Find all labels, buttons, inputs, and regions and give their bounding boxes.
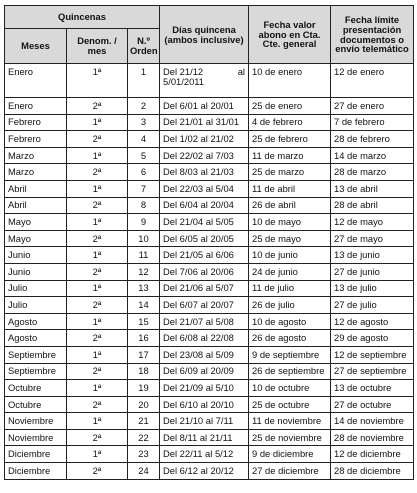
cell-mes: Mayo bbox=[5, 230, 67, 247]
header-denom: Denom. / mes bbox=[67, 29, 128, 64]
cell-mes: Febrero bbox=[5, 131, 67, 148]
cell-denom: 2ª bbox=[67, 197, 128, 214]
cell-denom: 1ª bbox=[67, 380, 128, 397]
cell-mes: Junio bbox=[5, 247, 67, 264]
cell-fecha-valor: 25 de mayo bbox=[249, 230, 331, 247]
cell-fecha-limite: 12 de septiembre bbox=[331, 346, 414, 363]
cell-mes: Marzo bbox=[5, 147, 67, 164]
cell-denom: 1ª bbox=[67, 446, 128, 463]
cell-denom: 2ª bbox=[67, 463, 128, 480]
table-row bbox=[5, 413, 414, 430]
table-row bbox=[5, 164, 414, 181]
cell-dias: Del 21/05 al 6/06 bbox=[160, 247, 249, 264]
cell-fecha-limite: 28 de abril bbox=[331, 197, 414, 214]
cell-denom: 1ª bbox=[67, 313, 128, 330]
cell-fecha-limite: 28 de marzo bbox=[331, 164, 414, 181]
cell-orden: 18 bbox=[128, 363, 160, 380]
cell-dias: Del 21/10 al 7/11 bbox=[160, 413, 249, 430]
cell-fecha-valor: 11 de marzo bbox=[249, 147, 331, 164]
header-fecha-valor: Fecha valor abono en Cta. Cte. general bbox=[249, 6, 331, 64]
cell-fecha-limite: 13 de abril bbox=[331, 180, 414, 197]
cell-mes: Enero bbox=[5, 64, 67, 98]
cell-denom: 2ª bbox=[67, 98, 128, 115]
table-row bbox=[5, 180, 414, 197]
cell-denom: 2ª bbox=[67, 263, 128, 280]
cell-fecha-valor: 10 de junio bbox=[249, 247, 331, 264]
cell-denom: 2ª bbox=[67, 396, 128, 413]
table-row bbox=[5, 263, 414, 280]
cell-fecha-limite: 12 de agosto bbox=[331, 313, 414, 330]
cell-fecha-limite: 27 de enero bbox=[331, 98, 414, 115]
cell-dias: Del 22/02 al 7/03 bbox=[160, 147, 249, 164]
cell-fecha-limite: 28 de febrero bbox=[331, 131, 414, 148]
table-row bbox=[5, 313, 414, 330]
cell-fecha-limite: 29 de agosto bbox=[331, 330, 414, 347]
cell-fecha-limite: 12 de enero bbox=[331, 64, 414, 98]
cell-fecha-limite: 12 de mayo bbox=[331, 214, 414, 231]
cell-dias: Del 6/08 al 22/08 bbox=[160, 330, 249, 347]
cell-dias: Del 6/04 al 20/04 bbox=[160, 197, 249, 214]
cell-mes: Agosto bbox=[5, 313, 67, 330]
cell-mes: Noviembre bbox=[5, 413, 67, 430]
cell-fecha-limite: 27 de mayo bbox=[331, 230, 414, 247]
cell-orden: 15 bbox=[128, 313, 160, 330]
cell-orden: 4 bbox=[128, 131, 160, 148]
cell-fecha-limite: 14 de marzo bbox=[331, 147, 414, 164]
table-row bbox=[5, 330, 414, 347]
cell-dias: Del 22/11 al 5/12 bbox=[160, 446, 249, 463]
cell-fecha-limite: 27 de octubre bbox=[331, 396, 414, 413]
cell-mes: Junio bbox=[5, 263, 67, 280]
cell-orden: 6 bbox=[128, 164, 160, 181]
cell-fecha-valor: 9 de septiembre bbox=[249, 346, 331, 363]
cell-fecha-limite: 27 de septiembre bbox=[331, 363, 414, 380]
cell-orden: 21 bbox=[128, 413, 160, 430]
cell-mes: Septiembre bbox=[5, 346, 67, 363]
cell-orden: 8 bbox=[128, 197, 160, 214]
cell-orden: 17 bbox=[128, 346, 160, 363]
cell-dias: Del 6/09 al 20/09 bbox=[160, 363, 249, 380]
cell-denom: 1ª bbox=[67, 214, 128, 231]
cell-denom: 2ª bbox=[67, 297, 128, 314]
cell-orden: 13 bbox=[128, 280, 160, 297]
cell-dias: Del 6/12 al 20/12 bbox=[160, 463, 249, 480]
table-row bbox=[5, 446, 414, 463]
cell-dias: Del 21/01 al 31/01 bbox=[160, 114, 249, 131]
cell-denom: 1ª bbox=[67, 247, 128, 264]
cell-mes: Diciembre bbox=[5, 463, 67, 480]
cell-orden: 19 bbox=[128, 380, 160, 397]
cell-mes: Marzo bbox=[5, 164, 67, 181]
cell-denom: 1ª bbox=[67, 346, 128, 363]
cell-fecha-valor: 25 de marzo bbox=[249, 164, 331, 181]
cell-orden: 10 bbox=[128, 230, 160, 247]
table-row bbox=[5, 147, 414, 164]
table-row bbox=[5, 346, 414, 363]
cell-fecha-valor: 9 de diciembre bbox=[249, 446, 331, 463]
dias-al: al bbox=[237, 66, 246, 77]
cell-dias: Del 7/06 al 20/06 bbox=[160, 263, 249, 280]
table-row bbox=[5, 214, 414, 231]
cell-denom: 1ª bbox=[67, 280, 128, 297]
cell-mes: Mayo bbox=[5, 214, 67, 231]
cell-orden: 23 bbox=[128, 446, 160, 463]
table-row bbox=[5, 380, 414, 397]
table-row bbox=[5, 297, 414, 314]
cell-fecha-valor: 24 de junio bbox=[249, 263, 331, 280]
cell-orden: 7 bbox=[128, 180, 160, 197]
table-row bbox=[5, 463, 414, 480]
cell-fecha-valor: 26 de julio bbox=[249, 297, 331, 314]
cell-fecha-valor: 25 de octubre bbox=[249, 396, 331, 413]
header-fecha-limite: Fecha límite presentación documentos o envío telemático bbox=[331, 6, 414, 64]
header-orden: N.º Orden bbox=[128, 29, 160, 64]
cell-fecha-limite: 28 de noviembre bbox=[331, 429, 414, 446]
cell-fecha-valor: 10 de mayo bbox=[249, 214, 331, 231]
cell-dias: Del 21/04 al 5/05 bbox=[160, 214, 249, 231]
cell-dias: Del 23/08 al 5/09 bbox=[160, 346, 249, 363]
cell-fecha-limite: 28 de diciembre bbox=[331, 463, 414, 480]
cell-denom: 1ª bbox=[67, 147, 128, 164]
cell-denom: 1ª bbox=[67, 114, 128, 131]
cell-orden: 24 bbox=[128, 463, 160, 480]
cell-fecha-valor: 25 de enero bbox=[249, 98, 331, 115]
cell-orden: 2 bbox=[128, 98, 160, 115]
cell-fecha-limite: 12 de diciembre bbox=[331, 446, 414, 463]
table-row bbox=[5, 98, 414, 115]
cell-denom: 2ª bbox=[67, 230, 128, 247]
cell-mes: Julio bbox=[5, 280, 67, 297]
dias-end: 5/01/2011 bbox=[163, 75, 205, 87]
cell-fecha-valor: 26 de abril bbox=[249, 197, 331, 214]
cell-dias: Del 21/06 al 5/07 bbox=[160, 280, 249, 297]
table-row bbox=[5, 247, 414, 264]
cell-orden: 11 bbox=[128, 247, 160, 264]
cell-dias: Del 6/05 al 20/05 bbox=[160, 230, 249, 247]
table-row bbox=[5, 363, 414, 380]
table-row bbox=[5, 64, 414, 98]
cell-mes: Abril bbox=[5, 180, 67, 197]
cell-fecha-valor: 25 de febrero bbox=[249, 131, 331, 148]
cell-denom: 2ª bbox=[67, 429, 128, 446]
cell-mes: Octubre bbox=[5, 396, 67, 413]
cell-mes: Agosto bbox=[5, 330, 67, 347]
cell-fecha-valor: 10 de octubre bbox=[249, 380, 331, 397]
table-row bbox=[5, 280, 414, 297]
cell-dias: Del 6/01 al 20/01 bbox=[160, 98, 249, 115]
table-row bbox=[5, 429, 414, 446]
cell-dias: Del 1/02 al 21/02 bbox=[160, 131, 249, 148]
cell-mes: Octubre bbox=[5, 380, 67, 397]
cell-dias: Del 21/07 al 5/08 bbox=[160, 313, 249, 330]
dias-start: Del 21/12 bbox=[163, 66, 204, 77]
cell-fecha-valor: 27 de diciembre bbox=[249, 463, 331, 480]
cell-fecha-limite: 7 de febrero bbox=[331, 114, 414, 131]
cell-orden: 14 bbox=[128, 297, 160, 314]
cell-fecha-valor: 11 de noviembre bbox=[249, 413, 331, 430]
cell-fecha-valor: 10 de agosto bbox=[249, 313, 331, 330]
cell-fecha-valor: 26 de septiembre bbox=[249, 363, 331, 380]
table-row bbox=[5, 230, 414, 247]
cell-mes: Diciembre bbox=[5, 446, 67, 463]
cell-orden: 22 bbox=[128, 429, 160, 446]
cell-dias bbox=[160, 64, 249, 98]
cell-dias: Del 6/10 al 20/10 bbox=[160, 396, 249, 413]
header-quincenas: Quincenas bbox=[5, 6, 160, 29]
cell-fecha-valor: 25 de noviembre bbox=[249, 429, 331, 446]
cell-dias: Del 21/09 al 5/10 bbox=[160, 380, 249, 397]
cell-orden: 3 bbox=[128, 114, 160, 131]
cell-fecha-limite: 27 de julio bbox=[331, 297, 414, 314]
cell-orden: 1 bbox=[128, 64, 160, 98]
cell-denom: 1ª bbox=[67, 180, 128, 197]
cell-mes: Enero bbox=[5, 98, 67, 115]
cell-orden: 5 bbox=[128, 147, 160, 164]
cell-orden: 16 bbox=[128, 330, 160, 347]
cell-denom: 2ª bbox=[67, 164, 128, 181]
quincenas-table bbox=[4, 5, 414, 480]
cell-dias: Del 22/03 al 5/04 bbox=[160, 180, 249, 197]
cell-orden: 20 bbox=[128, 396, 160, 413]
cell-denom: 1ª bbox=[67, 64, 128, 98]
cell-denom: 2ª bbox=[67, 363, 128, 380]
cell-denom: 1ª bbox=[67, 413, 128, 430]
cell-fecha-limite: 13 de junio bbox=[331, 247, 414, 264]
table-row bbox=[5, 197, 414, 214]
cell-fecha-valor: 11 de julio bbox=[249, 280, 331, 297]
cell-orden: 12 bbox=[128, 263, 160, 280]
cell-mes: Septiembre bbox=[5, 363, 67, 380]
cell-fecha-valor: 10 de enero bbox=[249, 64, 331, 98]
cell-mes: Noviembre bbox=[5, 429, 67, 446]
cell-fecha-valor: 4 de febrero bbox=[249, 114, 331, 131]
table-row bbox=[5, 131, 414, 148]
header-dias: Días quincena (ambos inclusive) bbox=[160, 6, 249, 64]
cell-fecha-valor: 26 de agosto bbox=[249, 330, 331, 347]
cell-fecha-limite: 13 de julio bbox=[331, 280, 414, 297]
cell-denom: 2ª bbox=[67, 330, 128, 347]
table-row bbox=[5, 114, 414, 131]
header-meses: Meses bbox=[5, 29, 67, 64]
cell-mes: Febrero bbox=[5, 114, 67, 131]
cell-orden: 9 bbox=[128, 214, 160, 231]
cell-fecha-limite: 13 de octubre bbox=[331, 380, 414, 397]
cell-dias: Del 8/11 al 21/11 bbox=[160, 429, 249, 446]
cell-dias: Del 6/07 al 20/07 bbox=[160, 297, 249, 314]
cell-fecha-limite: 27 de junio bbox=[331, 263, 414, 280]
table-row bbox=[5, 396, 414, 413]
cell-dias: Del 8/03 al 21/03 bbox=[160, 164, 249, 181]
cell-mes: Julio bbox=[5, 297, 67, 314]
cell-fecha-limite: 14 de noviembre bbox=[331, 413, 414, 430]
cell-mes: Abril bbox=[5, 197, 67, 214]
cell-fecha-valor: 11 de abril bbox=[249, 180, 331, 197]
cell-denom: 2ª bbox=[67, 131, 128, 148]
